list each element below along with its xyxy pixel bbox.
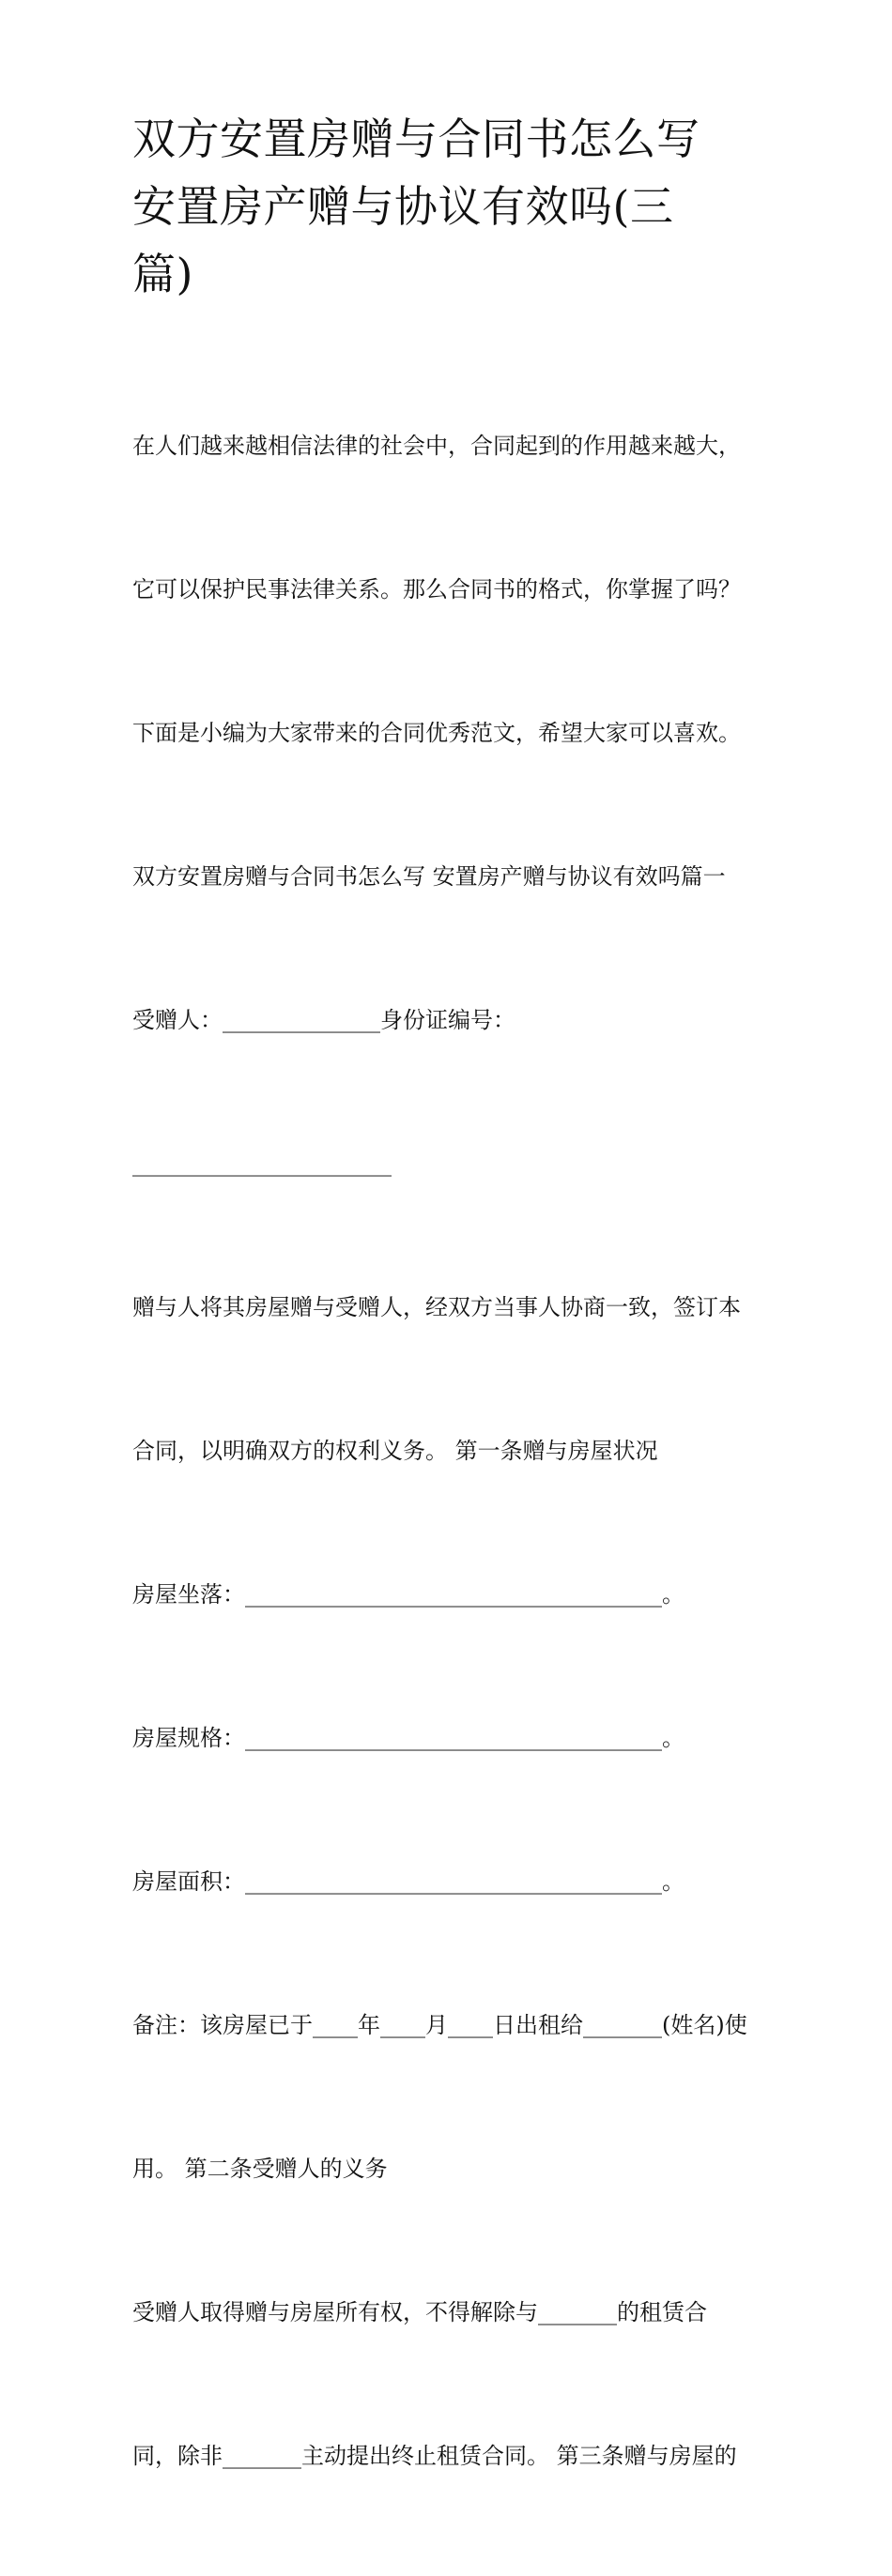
paragraph-line: 合同，以明确双方的权利义务。 第一条赠与房屋状况 (132, 1438, 658, 1464)
recipient-field-line: 受赠人：______________身份证编号： (132, 1007, 515, 1033)
title-line: 篇) (132, 249, 193, 299)
title-line: 安置房产赠与协议有效吗(三 (132, 181, 674, 232)
paragraph-line: 在人们越来越相信法律的社会中，合同起到的作用越来越大， (132, 433, 741, 459)
title-line: 双方安置房赠与合同书怎么写 (132, 114, 700, 164)
document-body (132, 327, 771, 2576)
paragraph-line: 同，除非_______主动提出终止租赁合同。 第三条赠与房屋的 (132, 2443, 737, 2469)
paragraph-line: 下面是小编为大家带来的合同优秀范文，希望大家可以喜欢。 (132, 720, 741, 746)
paragraph-line: 用。 第二条受赠人的义务 (132, 2156, 388, 2182)
id-number-blank-line: _______________________ (132, 1151, 392, 1177)
section-heading-line: 双方安置房赠与合同书怎么写 安置房产赠与协议有效吗篇一 (132, 863, 726, 890)
house-spec-field-line: 房屋规格：_____________________________________。 (132, 1725, 684, 1751)
document-title (132, 105, 771, 308)
remark-line: 备注：该房屋已于____年____月____日出租给_______(姓名)使 (132, 2012, 747, 2038)
house-area-field-line: 房屋面积：_____________________________________。 (132, 1868, 684, 1895)
document-page (132, 105, 771, 2576)
paragraph-line: 它可以保护民事法律关系。那么合同书的格式，你掌握了吗？ (132, 576, 741, 602)
paragraph-line: 赠与人将其房屋赠与受赠人，经双方当事人协商一致，签订本 (132, 1294, 741, 1320)
paragraph-line: 受赠人取得赠与房屋所有权，不得解除与_______的租赁合 (132, 2299, 707, 2325)
house-location-field-line: 房屋坐落：_____________________________________。 (132, 1581, 684, 1608)
